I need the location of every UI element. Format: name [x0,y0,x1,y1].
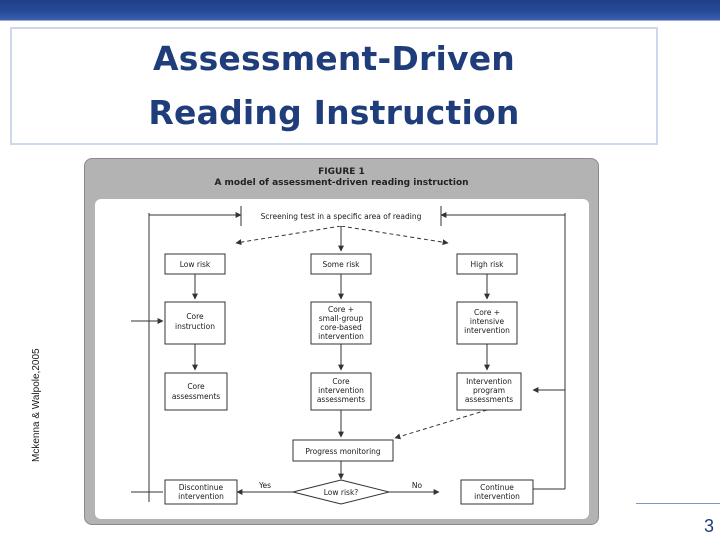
slide-title-line-1: Assessment-Driven [153,39,515,78]
small-group-line-4: intervention [318,332,364,341]
program-assess-line-2: program [472,386,506,395]
flowchart-panel [95,199,589,519]
figure-citation: Mckenna & Walpole,2005 [31,348,42,462]
node-core-intensive [457,302,517,344]
figure-label: FIGURE 1 [318,167,365,177]
continue-line-1: Continue [480,483,514,492]
node-core-instruction [165,302,225,344]
core-int-assess-line-1: Core [332,377,350,386]
small-group-line-2: small-group [318,314,364,323]
intensive-line-1: Core + [473,308,501,317]
page-number: 3 [703,516,714,536]
figure-caption: A model of assessment-driven reading instruction [214,178,469,188]
node-continue [461,480,533,504]
node-low-risk [165,254,225,274]
core-instruction-line-2: instruction [174,322,216,331]
top-banner [0,0,720,21]
small-group-line-1: Core + [327,305,355,314]
yes-label: Yes [258,481,272,490]
node-core-intervention-assessments [311,373,371,410]
core-assessments-line-1: Core [187,382,205,391]
core-assessments-line-2: assessments [171,392,221,401]
program-assessments-to-progress [395,410,487,438]
program-assess-line-3: assessments [464,395,514,404]
high-risk-text: High risk [470,260,504,269]
figure-frame [84,158,599,525]
node-core-assessments [165,373,227,410]
node-core-small-group [311,302,371,344]
intensive-line-3: intervention [464,326,510,335]
no-label: No [411,481,423,490]
node-high-risk [457,254,517,274]
low-risk-text: Low risk [179,260,211,269]
decision-text: Low risk? [323,488,359,497]
intensive-line-2: intensive [469,317,505,326]
core-instruction-line-1: Core [186,312,204,321]
discontinue-line-1: Discontinue [178,483,224,492]
node-progress-monitoring [293,440,393,461]
small-group-line-3: core-based [320,323,362,332]
screening-text: Screening test in a specific area of reading [260,212,422,221]
flowchart [95,199,589,519]
node-some-risk [311,254,371,274]
some-risk-text: Some risk [322,260,360,269]
continue-line-2: intervention [474,492,520,501]
discontinue-line-2: intervention [178,492,224,501]
program-assess-line-1: Intervention [466,377,512,386]
node-discontinue [165,480,237,504]
node-low-risk-decision [293,480,389,504]
progress-text: Progress monitoring [305,447,381,456]
screening-to-low-risk [236,226,341,243]
title-frame [10,27,658,145]
footer-rule [636,503,720,504]
core-int-assess-line-2: intervention [318,386,364,395]
slide-title-line-2: Reading Instruction [148,93,520,132]
screening-to-high-risk [341,226,448,243]
core-int-assess-line-3: assessments [316,395,366,404]
node-intervention-program-assessments [457,373,521,410]
node-screening [241,206,441,226]
